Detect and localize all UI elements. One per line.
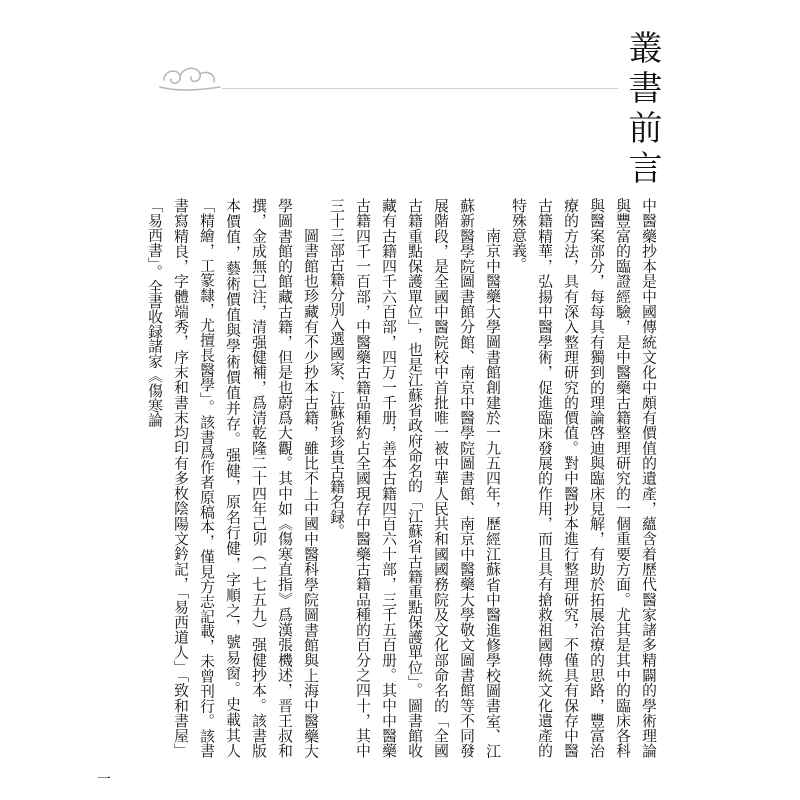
preface-body (137, 198, 661, 758)
page-title: 叢書前言 (622, 30, 662, 190)
paragraph-1: 中醫藥抄本是中國傳統文化中頗有價值的遺產，蘊含着歷代醫家諸多精闢的學術理論與豐富的臨證經驗，是中醫藥古籍整理研究的一個重要方面。尤其是其中的臨床各科與醫案部分，每每具有獨到的理論啓迪與臨床見解，有助於拓展治療的思路，豐富治療的方法，具有深入整理研究的價值。對中醫抄本進行整理研究，不僅具有保存中醫古籍精華，弘揚中醫學術，促進臨床發展的作用，而且具有搶救祖國傳統文化遺產的特殊意義。 (510, 198, 657, 758)
page-number: 一 (97, 772, 111, 788)
paragraph-3: 圖書館也珍藏有不少抄本古籍，雖比不上中國中醫科學院圖書館與上海中醫藥大學圖書館的館藏古籍，但是也蔚爲大觀。其中如《傷寒直指》爲漢張機述，晋王叔和撰，金成無己注，清强健補，爲清乾隆二十四年己卯（一七五九）强健抄本。該書版本價值，藝術價值與學術價值并存。强健，原名行健，字順之，號易窗。史載其人「精繪，工篆隸，尤擅長醫學」。該書爲作者原稿本，僅見方志記載，未曾刊行。該書書寫精良，字體端秀，序末和書末均印有多枚陰陽文鈐記，「易西道人」「致和書屋」「易西書」。全書收録諸家《傷寒論 (146, 198, 319, 758)
paragraph-2: 南京中醫藥大學圖書館創建於一九五四年，歷經江蘇省中醫進修學校圖書室、江蘇新醫學院圖書館分館、南京中醫學院圖書館、南京中醫藥大學敬文圖書館等不同發展階段，是全國中醫院校中首批唯一被中華人民共和國國務院及文化部命名的「全國古籍重點保護單位」，也是江蘇省政府命名的「江蘇省古籍重點保護單位」。圖書館收藏有古籍四千六百部，四万一千册，善本古籍四百六十部，三千五百册。其中中醫藥古籍四千一百部，中醫藥古籍品種約占全國現存中醫藥古籍品種的百分之四十，其中三十三部古籍分別入選國家、江蘇省珍貴古籍名録。 (328, 198, 501, 758)
header-rule (222, 88, 618, 89)
cloud-ornament-icon (158, 60, 222, 96)
